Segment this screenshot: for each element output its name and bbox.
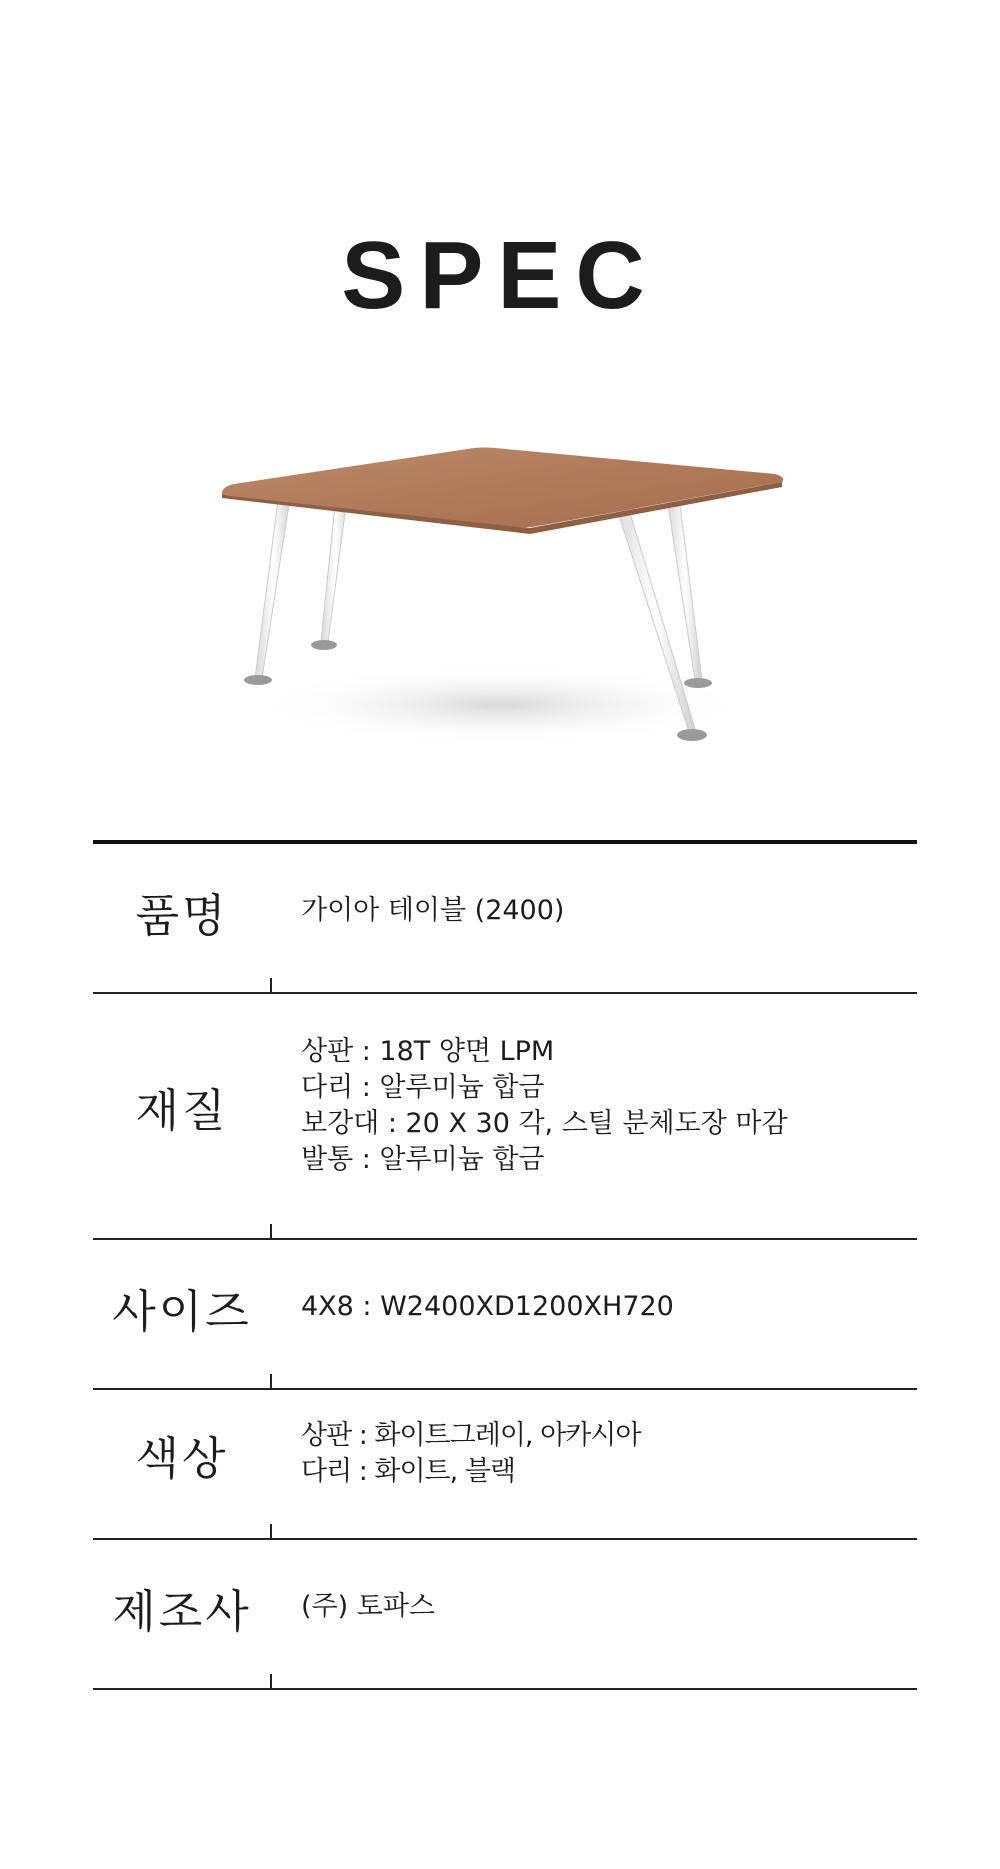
spec-label: 사이즈 bbox=[112, 1284, 252, 1338]
spec-label: 제조사 bbox=[112, 1584, 252, 1638]
table-leg bbox=[255, 485, 292, 678]
page-title: SPEC bbox=[341, 222, 659, 329]
spec-label: 재질 bbox=[135, 1083, 229, 1137]
row-divider-tick bbox=[270, 978, 272, 992]
spec-value bbox=[271, 893, 564, 929]
table-foot bbox=[677, 729, 707, 741]
row-divider-tick bbox=[270, 1224, 272, 1238]
spec-value bbox=[271, 1289, 674, 1325]
table-top bbox=[222, 448, 783, 528]
spec-value-line: 4X8 : W2400XD1200XH720 bbox=[301, 1291, 674, 1322]
spec-row-color bbox=[93, 1390, 917, 1540]
spec-value bbox=[271, 1418, 640, 1490]
spec-value-line: 상판 : 18T 양면 LPM bbox=[301, 1036, 555, 1067]
spec-label: 색상 bbox=[135, 1431, 229, 1485]
row-divider-tick bbox=[270, 1674, 272, 1688]
spec-label: 품명 bbox=[135, 888, 229, 942]
spec-value-line: 가이아 테이블 (2400) bbox=[301, 895, 565, 926]
row-divider-tick bbox=[270, 1374, 272, 1388]
spec-value bbox=[271, 1589, 435, 1625]
spec-value-line: 보강대 : 20 X 30 각, 스틸 분체도장 마감 bbox=[301, 1108, 788, 1139]
table-leg bbox=[668, 505, 702, 680]
spec-row-material bbox=[93, 994, 917, 1240]
spec-row-size bbox=[93, 1240, 917, 1390]
table-foot bbox=[244, 675, 272, 685]
spec-value-line: 상판 : 화이트그레이, 아카시아 bbox=[301, 1420, 641, 1451]
table-foot bbox=[684, 678, 712, 688]
spec-row-manufacturer bbox=[93, 1540, 917, 1690]
row-divider-tick bbox=[270, 1524, 272, 1538]
table-foot bbox=[311, 640, 337, 650]
spec-value-line: 발통 : 알루미늄 합금 bbox=[301, 1144, 545, 1175]
spec-value-line: 다리 : 화이트, 블랙 bbox=[301, 1456, 516, 1487]
spec-row-product-name bbox=[93, 844, 917, 994]
spec-table bbox=[93, 840, 917, 1690]
conference-table-image bbox=[200, 430, 800, 750]
spec-value bbox=[271, 1034, 788, 1178]
spec-value-line: 다리 : 알루미늄 합금 bbox=[301, 1072, 545, 1103]
spec-value-line: (주) 토파스 bbox=[301, 1591, 435, 1622]
